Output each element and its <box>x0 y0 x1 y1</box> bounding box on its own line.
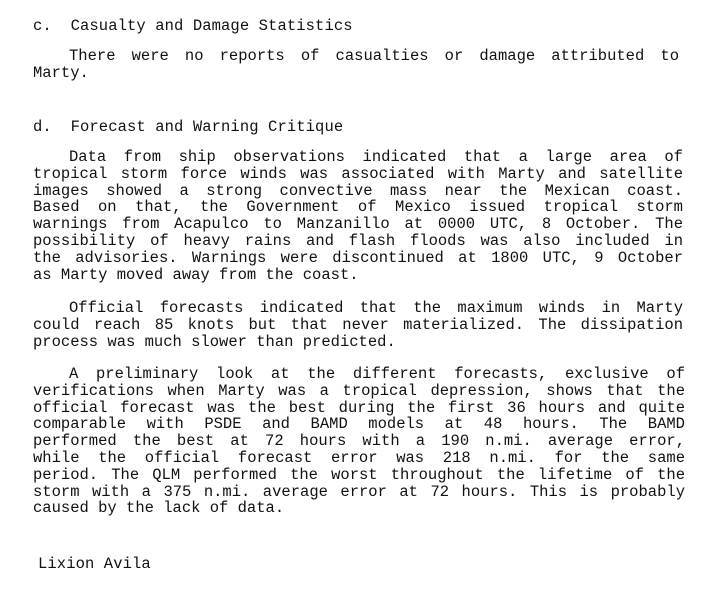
paragraph-line: the advisories. Warnings were discontinued at 1800 UTC, 9 October <box>33 248 683 267</box>
paragraph-line <box>33 366 685 383</box>
paragraph-line: warnings from Acapulco to Manzanillo at 0000 UTC, 8 October. The <box>33 215 683 234</box>
section-c-heading: c. Casualty and Damage Statistics <box>33 17 353 35</box>
section-d-paragraph-2 <box>33 300 683 350</box>
paragraph-line <box>33 48 679 65</box>
paragraph-line <box>33 300 683 317</box>
paragraph-line: as Marty moved away from the coast. <box>33 265 359 284</box>
line-text: Marty. <box>33 63 89 82</box>
section-c-paragraph <box>33 48 679 82</box>
paragraph-line: process was much slower than predicted. <box>33 332 396 351</box>
paragraph-line: comparable with PSDE and BAMD models at 48 hours. The BAMD <box>33 415 685 434</box>
paragraph-line: Based on that, the Government of Mexico issued tropical storm <box>33 198 683 217</box>
paragraph-line: storm with a 375 n.mi. average error at 72 hours. This is probably <box>33 482 685 501</box>
line-text: There were no reports of casualties or damage attributed to <box>69 47 679 65</box>
paragraph-line: could reach 85 knots but that never materialized. The dissipation <box>33 315 683 334</box>
paragraph-line: possibility of heavy rains and flash floods was also included in <box>33 231 683 250</box>
line-text: Official forecasts indicated that the maximum winds in Marty <box>69 299 683 317</box>
author-signature: Lixion Avila <box>38 555 151 573</box>
paragraph-line: official forecast was the best during the first 36 hours and quite <box>33 398 685 417</box>
line-text: A preliminary look at the different forecasts, exclusive of <box>69 365 685 383</box>
paragraph-line: while the official forecast error was 218 n.mi. for the same <box>33 448 685 467</box>
paragraph-line <box>33 65 679 82</box>
paragraph-line: performed the best at 72 hours with a 190 n.mi. average error, <box>33 432 685 451</box>
paragraph-line: verifications when Marty was a tropical depression, shows that the <box>33 381 685 400</box>
paragraph-line: images showed a strong convective mass near the Mexican coast. <box>33 181 683 200</box>
paragraph-line <box>33 149 683 166</box>
section-d-paragraph-3 <box>33 366 685 517</box>
section-d-heading: d. Forecast and Warning Critique <box>33 118 344 136</box>
paragraph-line: period. The QLM performed the worst throughout the lifetime of the <box>33 465 685 484</box>
paragraph-line: tropical storm force winds was associated with Marty and satellite <box>33 164 683 183</box>
paragraph-line: caused by the lack of data. <box>33 499 285 518</box>
section-d-paragraph-1 <box>33 149 683 283</box>
line-text: Data from ship observations indicated that a large area of <box>69 148 683 166</box>
